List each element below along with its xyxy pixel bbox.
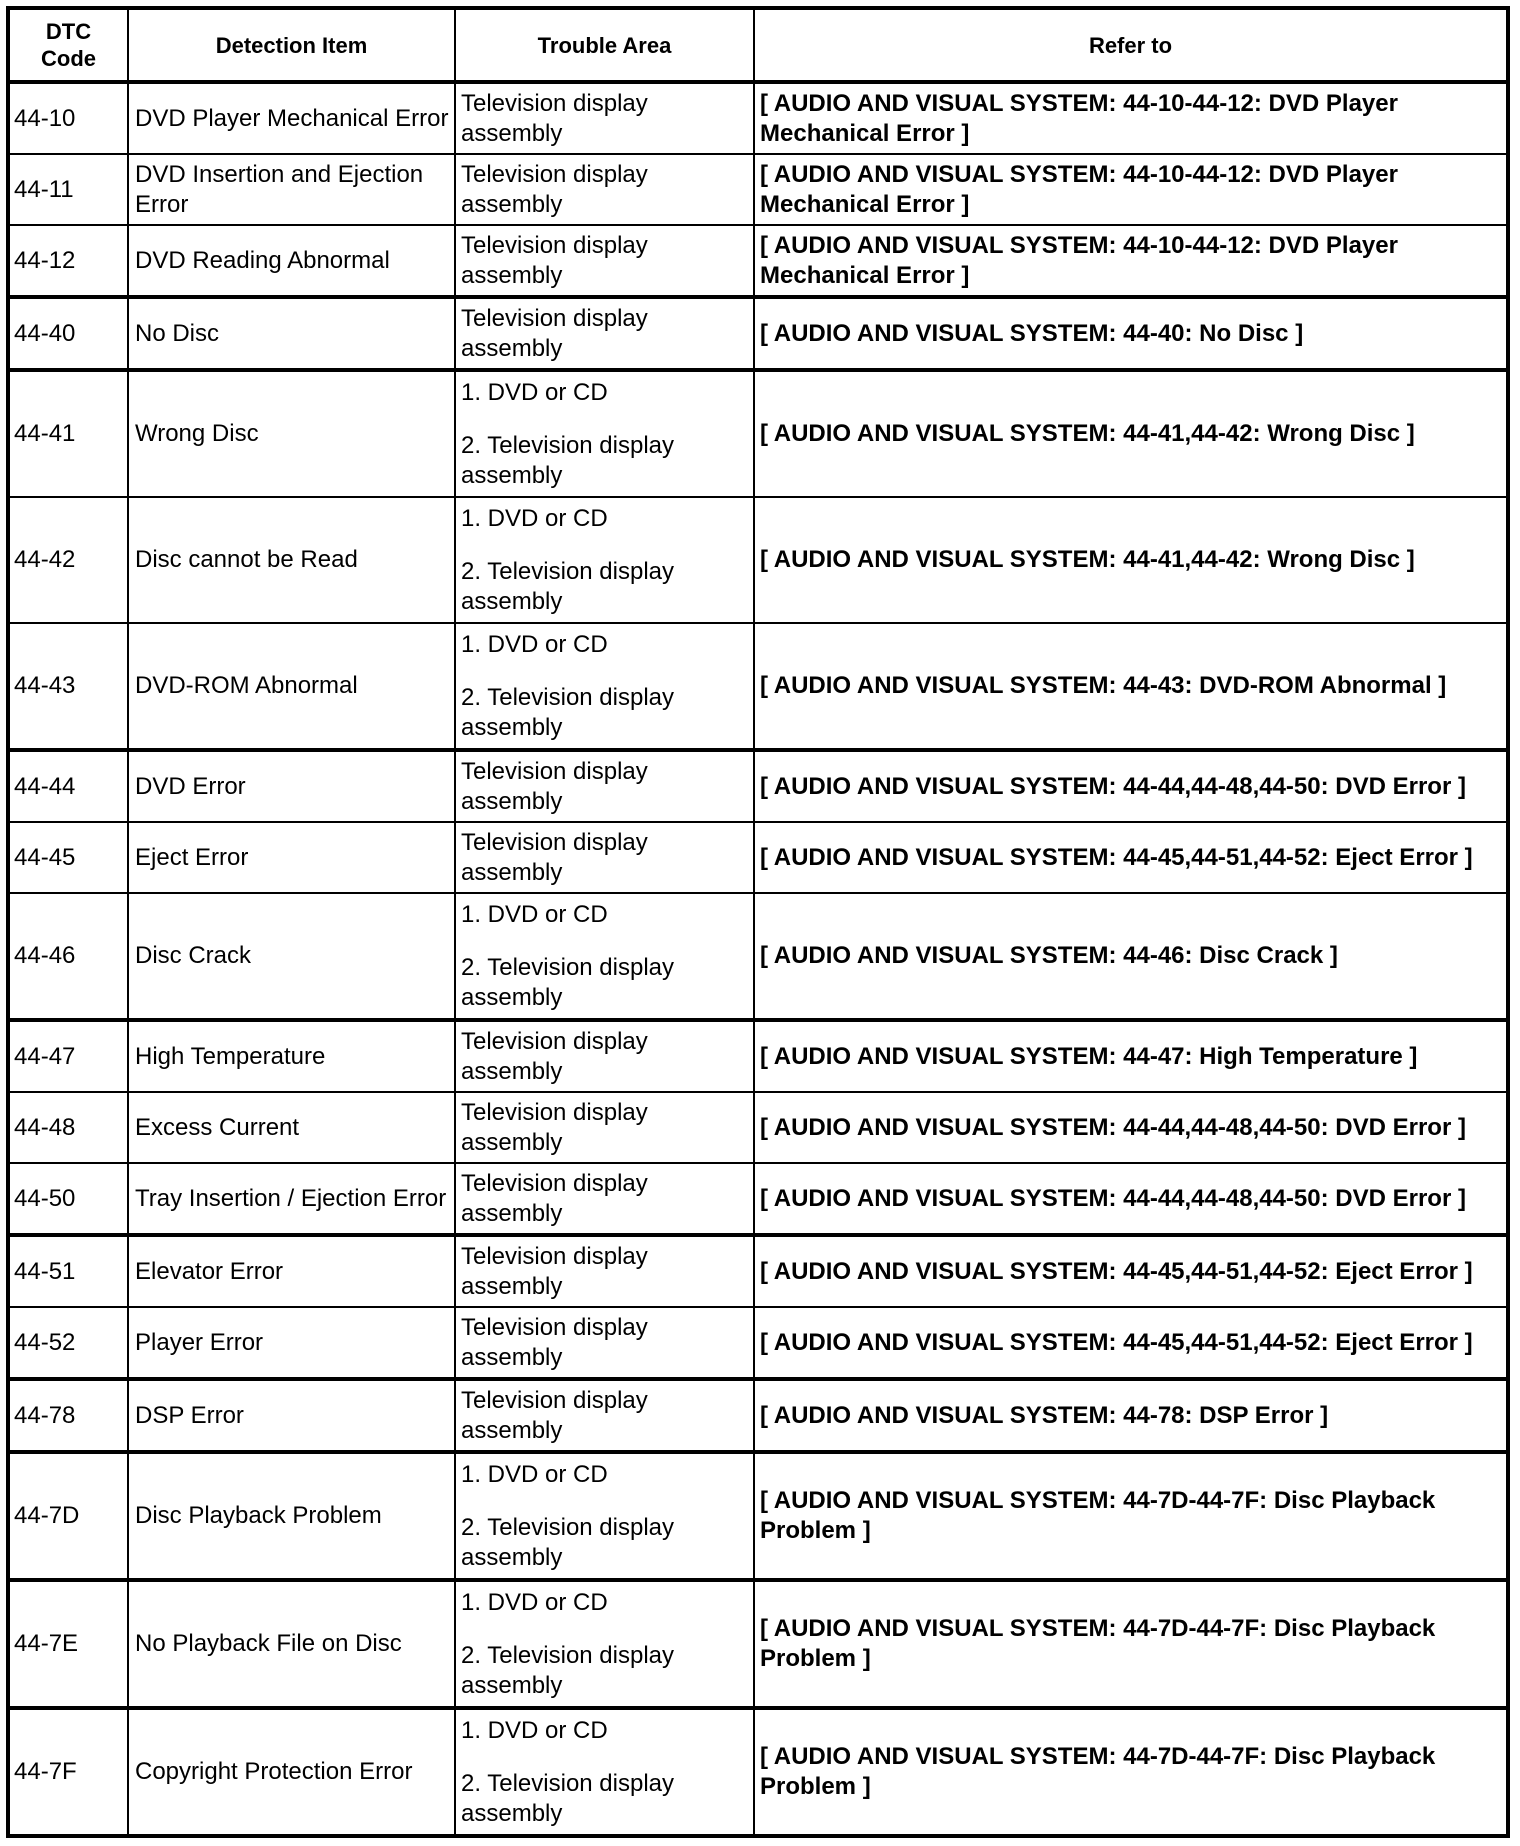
table-row	[8, 1580, 1508, 1708]
table-row	[8, 297, 1508, 370]
table-row	[8, 1092, 1508, 1163]
dtc-code-cell: 44-46	[8, 893, 128, 1020]
trouble-area-cell	[455, 225, 754, 297]
dtc-code-cell: 44-43	[8, 623, 128, 750]
detection-item-cell: Disc cannot be Read	[128, 497, 455, 623]
refer-to-link: [ AUDIO AND VISUAL SYSTEM: 44-41,44-42: Wrong Disc ]	[754, 370, 1508, 497]
trouble-area-item: Television display assembly	[461, 231, 648, 289]
detection-item-cell: DSP Error	[128, 1379, 455, 1452]
trouble-area-spacer	[461, 534, 749, 557]
trouble-area-item: Television display assembly	[461, 304, 648, 362]
table-row	[8, 370, 1508, 497]
detection-item-cell: DVD Player Mechanical Error	[128, 82, 455, 154]
trouble-area-item: 2. Television display assembly	[461, 1513, 675, 1571]
trouble-area-item: Television display assembly	[461, 1242, 648, 1300]
header-dtc-code	[8, 8, 128, 82]
header-dtc-code-line1: DTC	[45, 19, 92, 44]
refer-to-link: [ AUDIO AND VISUAL SYSTEM: 44-46: Disc Crack ]	[754, 893, 1508, 1020]
dtc-code-cell: 44-41	[8, 370, 128, 497]
table-row	[8, 1452, 1508, 1580]
detection-item-cell: Copyright Protection Error	[128, 1708, 455, 1836]
trouble-area-cell	[455, 370, 754, 497]
table-row	[8, 497, 1508, 623]
detection-item-cell: DVD Reading Abnormal	[128, 225, 455, 297]
trouble-area-item: 2. Television display assembly	[461, 1641, 675, 1699]
trouble-area-item: 2. Television display assembly	[461, 431, 675, 489]
trouble-area-item: Television display assembly	[461, 757, 648, 815]
detection-item-cell: Player Error	[128, 1307, 455, 1379]
trouble-area-cell	[455, 297, 754, 370]
dtc-code-cell: 44-7E	[8, 1580, 128, 1708]
refer-to-link: [ AUDIO AND VISUAL SYSTEM: 44-44,44-48,44-50: DVD Error ]	[754, 750, 1508, 822]
trouble-area-item: 2. Television display assembly	[461, 953, 675, 1011]
trouble-area-item: Television display assembly	[461, 1027, 648, 1085]
refer-to-link: [ AUDIO AND VISUAL SYSTEM: 44-43: DVD-ROM Abnormal ]	[754, 623, 1508, 750]
refer-to-link: [ AUDIO AND VISUAL SYSTEM: 44-7D-44-7F: Disc Playback Problem ]	[754, 1580, 1508, 1708]
trouble-area-item: 2. Television display assembly	[461, 557, 675, 615]
trouble-area-item: Television display assembly	[461, 828, 648, 886]
trouble-area-spacer	[461, 660, 749, 683]
table-row	[8, 750, 1508, 822]
detection-item-cell: Wrong Disc	[128, 370, 455, 497]
trouble-area-item: 1. DVD or CD	[461, 1460, 608, 1488]
detection-item-cell: Disc Crack	[128, 893, 455, 1020]
trouble-area-cell	[455, 750, 754, 822]
refer-to-link: [ AUDIO AND VISUAL SYSTEM: 44-44,44-48,44-50: DVD Error ]	[754, 1163, 1508, 1235]
trouble-area-item: 2. Television display assembly	[461, 1769, 675, 1827]
refer-to-link: [ AUDIO AND VISUAL SYSTEM: 44-44,44-48,44-50: DVD Error ]	[754, 1092, 1508, 1163]
dtc-code-cell: 44-78	[8, 1379, 128, 1452]
table-row	[8, 225, 1508, 297]
dtc-code-cell: 44-44	[8, 750, 128, 822]
header-detection-item: Detection Item	[128, 8, 455, 82]
trouble-area-item: 1. DVD or CD	[461, 378, 608, 406]
detection-item-cell: Eject Error	[128, 822, 455, 893]
trouble-area-cell	[455, 1452, 754, 1580]
trouble-area-cell	[455, 1020, 754, 1092]
dtc-code-cell: 44-51	[8, 1235, 128, 1307]
dtc-code-cell: 44-47	[8, 1020, 128, 1092]
trouble-area-item: 1. DVD or CD	[461, 1716, 608, 1744]
trouble-area-cell	[455, 1092, 754, 1163]
refer-to-link: [ AUDIO AND VISUAL SYSTEM: 44-7D-44-7F: Disc Playback Problem ]	[754, 1708, 1508, 1836]
trouble-area-cell	[455, 893, 754, 1020]
table-row	[8, 1020, 1508, 1092]
table-row	[8, 82, 1508, 154]
trouble-area-item: Television display assembly	[461, 89, 648, 147]
refer-to-link: [ AUDIO AND VISUAL SYSTEM: 44-7D-44-7F: Disc Playback Problem ]	[754, 1452, 1508, 1580]
dtc-code-cell: 44-48	[8, 1092, 128, 1163]
refer-to-link: [ AUDIO AND VISUAL SYSTEM: 44-47: High Temperature ]	[754, 1020, 1508, 1092]
trouble-area-spacer	[461, 408, 749, 431]
trouble-area-item: 1. DVD or CD	[461, 504, 608, 532]
dtc-code-cell: 44-12	[8, 225, 128, 297]
dtc-table	[6, 6, 1510, 1838]
trouble-area-spacer	[461, 930, 749, 953]
trouble-area-cell	[455, 1580, 754, 1708]
trouble-area-spacer	[461, 1618, 749, 1641]
dtc-code-cell: 44-45	[8, 822, 128, 893]
table-row	[8, 1379, 1508, 1452]
table-row	[8, 1708, 1508, 1836]
dtc-code-cell: 44-40	[8, 297, 128, 370]
trouble-area-item: 2. Television display assembly	[461, 683, 675, 741]
detection-item-cell: No Disc	[128, 297, 455, 370]
table-row	[8, 1307, 1508, 1379]
table-header-row	[8, 8, 1508, 82]
trouble-area-spacer	[461, 1490, 749, 1513]
trouble-area-cell	[455, 623, 754, 750]
dtc-code-cell: 44-42	[8, 497, 128, 623]
trouble-area-cell	[455, 497, 754, 623]
detection-item-cell: Tray Insertion / Ejection Error	[128, 1163, 455, 1235]
table-row	[8, 893, 1508, 1020]
dtc-code-cell: 44-50	[8, 1163, 128, 1235]
dtc-code-cell: 44-52	[8, 1307, 128, 1379]
detection-item-cell: Excess Current	[128, 1092, 455, 1163]
trouble-area-item: Television display assembly	[461, 1313, 648, 1371]
refer-to-link: [ AUDIO AND VISUAL SYSTEM: 44-40: No Disc ]	[754, 297, 1508, 370]
trouble-area-item: Television display assembly	[461, 1098, 648, 1156]
trouble-area-cell	[455, 1307, 754, 1379]
dtc-code-cell: 44-10	[8, 82, 128, 154]
refer-to-link: [ AUDIO AND VISUAL SYSTEM: 44-41,44-42: Wrong Disc ]	[754, 497, 1508, 623]
trouble-area-item: Television display assembly	[461, 1386, 648, 1444]
detection-item-cell: High Temperature	[128, 1020, 455, 1092]
table-row	[8, 1163, 1508, 1235]
header-refer-to: Refer to	[754, 8, 1508, 82]
refer-to-link: [ AUDIO AND VISUAL SYSTEM: 44-45,44-51,44-52: Eject Error ]	[754, 1235, 1508, 1307]
table-row	[8, 822, 1508, 893]
table-row	[8, 623, 1508, 750]
header-trouble-area: Trouble Area	[455, 8, 754, 82]
trouble-area-item: 1. DVD or CD	[461, 630, 608, 658]
detection-item-cell: DVD-ROM Abnormal	[128, 623, 455, 750]
refer-to-link: [ AUDIO AND VISUAL SYSTEM: 44-78: DSP Error ]	[754, 1379, 1508, 1452]
trouble-area-cell	[455, 1235, 754, 1307]
trouble-area-item: Television display assembly	[461, 1169, 648, 1227]
table-row	[8, 154, 1508, 225]
trouble-area-item: Television display assembly	[461, 160, 648, 218]
dtc-code-cell: 44-7D	[8, 1452, 128, 1580]
detection-item-cell: DVD Insertion and Ejection Error	[128, 154, 455, 225]
table-row	[8, 1235, 1508, 1307]
trouble-area-cell	[455, 1163, 754, 1235]
refer-to-link: [ AUDIO AND VISUAL SYSTEM: 44-10-44-12: DVD Player Mechanical Error ]	[754, 154, 1508, 225]
refer-to-link: [ AUDIO AND VISUAL SYSTEM: 44-45,44-51,44-52: Eject Error ]	[754, 1307, 1508, 1379]
dtc-code-cell: 44-11	[8, 154, 128, 225]
detection-item-cell: No Playback File on Disc	[128, 1580, 455, 1708]
trouble-area-cell	[455, 154, 754, 225]
detection-item-cell: Disc Playback Problem	[128, 1452, 455, 1580]
trouble-area-cell	[455, 1708, 754, 1836]
trouble-area-item: 1. DVD or CD	[461, 900, 608, 928]
refer-to-link: [ AUDIO AND VISUAL SYSTEM: 44-45,44-51,44-52: Eject Error ]	[754, 822, 1508, 893]
refer-to-link: [ AUDIO AND VISUAL SYSTEM: 44-10-44-12: DVD Player Mechanical Error ]	[754, 82, 1508, 154]
header-dtc-code-line2: Code	[41, 46, 96, 71]
detection-item-cell: DVD Error	[128, 750, 455, 822]
refer-to-link: [ AUDIO AND VISUAL SYSTEM: 44-10-44-12: DVD Player Mechanical Error ]	[754, 225, 1508, 297]
detection-item-cell: Elevator Error	[128, 1235, 455, 1307]
trouble-area-item: 1. DVD or CD	[461, 1588, 608, 1616]
dtc-code-cell: 44-7F	[8, 1708, 128, 1836]
trouble-area-cell	[455, 1379, 754, 1452]
table-body	[8, 82, 1508, 1836]
trouble-area-cell	[455, 822, 754, 893]
trouble-area-spacer	[461, 1746, 749, 1769]
trouble-area-cell	[455, 82, 754, 154]
